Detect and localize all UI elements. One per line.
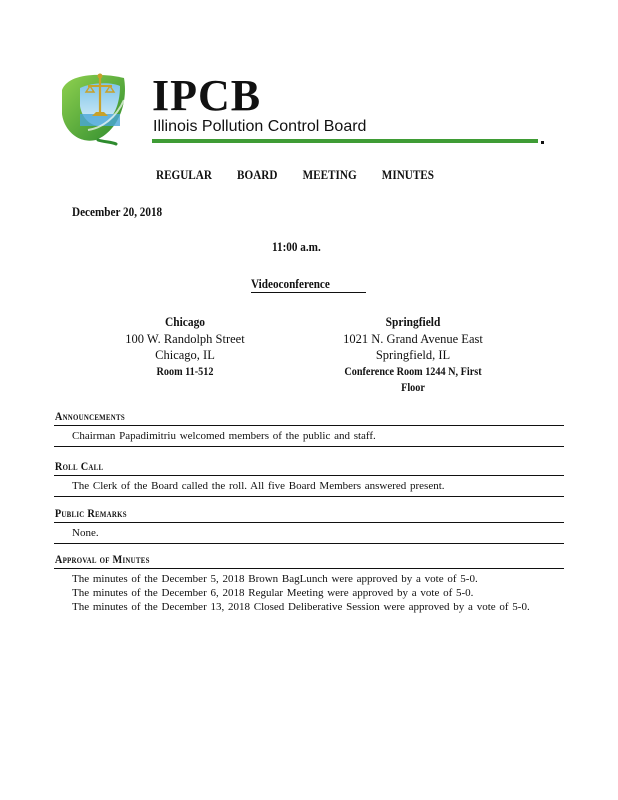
section-heading: Roll Call	[54, 459, 104, 473]
minutes-item: The minutes of the December 5, 2018 Brown BagLunch were approved by a vote of 5-0.	[72, 573, 478, 585]
location-city: Chicago	[164, 314, 206, 329]
section-roll-call	[54, 459, 564, 497]
brand-rule	[152, 139, 538, 143]
location-city-state: Springfield, IL	[375, 348, 451, 362]
location-room-continued: Floor	[401, 380, 425, 394]
section-heading: Approval of Minutes	[54, 552, 150, 566]
meeting-time: 11:00 a.m.	[272, 239, 321, 254]
section-announcements	[54, 409, 564, 447]
minutes-item: The minutes of the December 6, 2018 Regular Meeting were approved by a vote of 5-0.	[72, 587, 474, 599]
section-body: None.	[72, 527, 99, 539]
location-address: 100 W. Randolph Street	[125, 332, 245, 346]
section-body: Chairman Papadimitriu welcomed members of the public and staff.	[72, 430, 376, 442]
section-approval-of-minutes	[54, 552, 564, 614]
location-room: Room 11-512	[156, 364, 214, 378]
ipcb-leaf-logo	[58, 70, 130, 146]
location-city: Springfield	[385, 314, 441, 329]
section-rule-bottom	[54, 543, 564, 544]
document-title: REGULAR BOARD MEETING MINUTES	[156, 167, 434, 182]
meeting-mode-underline	[251, 292, 366, 293]
section-public-remarks	[54, 506, 564, 544]
section-heading: Public Remarks	[54, 506, 127, 520]
section-rule-bottom	[54, 496, 564, 497]
section-rule-bottom	[54, 446, 564, 447]
brand-name: IPCB	[152, 71, 262, 120]
minutes-item: The minutes of the December 13, 2018 Closed Deliberative Session were approved by a vote of 5-0.	[72, 601, 530, 613]
location-room: Conference Room 1244 N, First	[344, 364, 482, 378]
brand-dot	[541, 141, 544, 144]
location-chicago	[100, 314, 270, 379]
meeting-date: December 20, 2018	[72, 204, 163, 219]
brand-subtitle: Illinois Pollution Control Board	[153, 118, 367, 135]
meeting-mode: Videoconference	[251, 276, 330, 291]
location-city-state: Chicago, IL	[155, 348, 215, 362]
location-springfield	[318, 314, 508, 395]
section-heading: Announcements	[54, 409, 125, 423]
section-body: The Clerk of the Board called the roll. All five Board Members answered present.	[72, 480, 445, 492]
location-address: 1021 N. Grand Avenue East	[343, 332, 483, 346]
